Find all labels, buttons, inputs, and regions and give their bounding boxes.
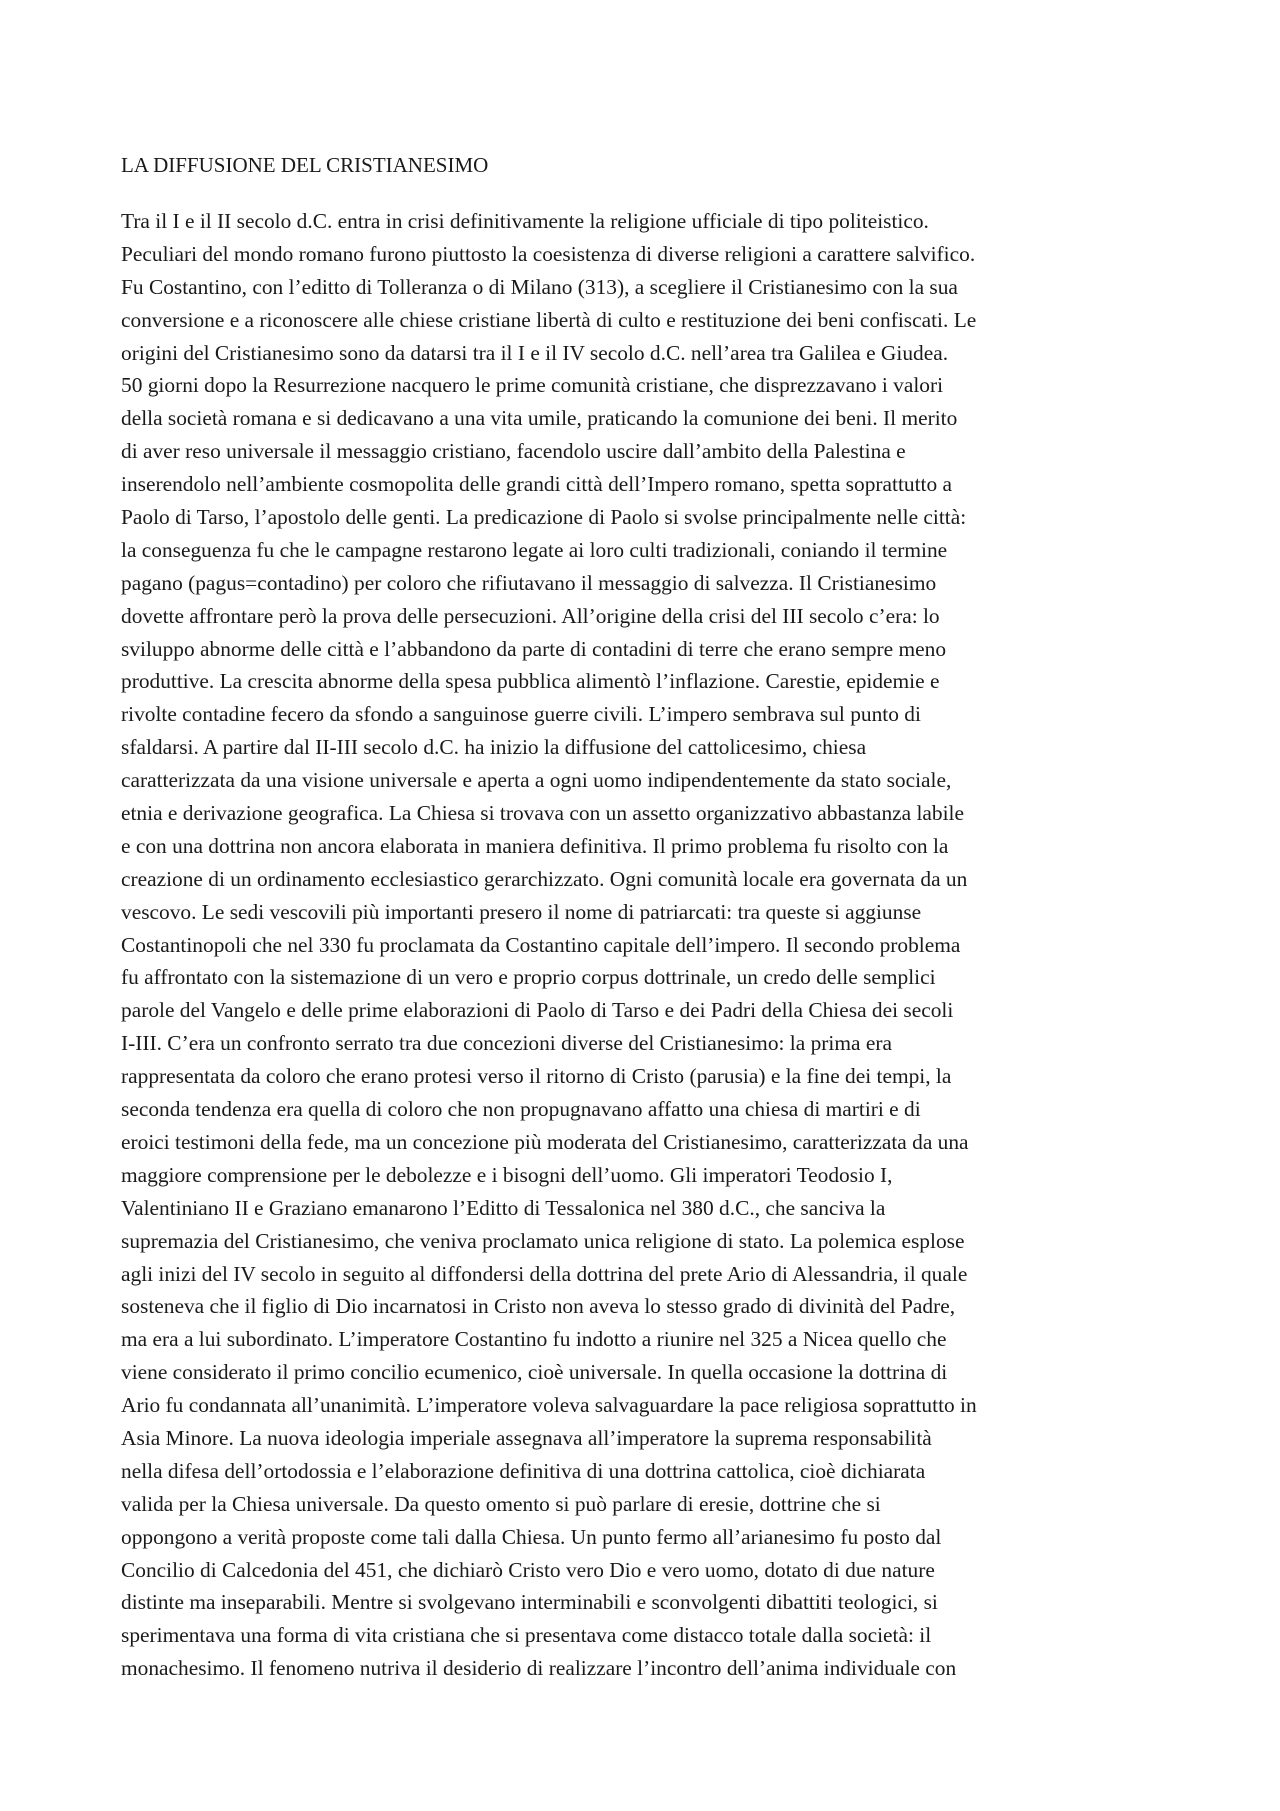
body-text-line: rivolte contadine fecero da sfondo a sanguinose guerre civili. L’impero sembrava sul punto di [121,702,921,727]
body-text-line: pagano (pagus=contadino) per coloro che rifiutavano il messaggio di salvezza. Il Cristianesimo [121,570,937,595]
body-text-line: supremazia del Cristianesimo, che veniva proclamato unica religione di stato. La polemica esplose [121,1228,965,1253]
body-text-line: di aver reso universale il messaggio cristiano, facendolo uscire dall’ambito della Palestina e [121,439,906,464]
body-text-line: Peculiari del mondo romano furono piuttosto la coesistenza di diverse religioni a carattere salvifico. [121,241,976,266]
body-text-line: nella difesa dell’ortodossia e l’elaborazione definitiva di una dottrina cattolica, cioè dichiarata [121,1458,926,1483]
body-text-line: la conseguenza fu che le campagne restarono legate ai loro culti tradizionali, coniando il termine [121,537,948,562]
body-text-line: eroici testimoni della fede, ma un concezione più moderata del Cristianesimo, caratterizzata da una [121,1129,969,1154]
body-text-line: creazione di un ordinamento ecclesiastico gerarchizzato. Ogni comunità locale era governata da un [121,866,968,891]
body-text-line: viene considerato il primo concilio ecumenico, cioè universale. In quella occasione la dottrina di [121,1360,948,1385]
body-text-line: seconda tendenza era quella di coloro che non propugnavano affatto una chiesa di martiri e di [121,1097,921,1122]
body-text-line: Fu Costantino, con l’editto di Tolleranza o di Milano (313), a scegliere il Cristianesimo con la sua [121,274,958,299]
body-text-line: distinte ma inseparabili. Mentre si svolgevano interminabili e sconvolgenti dibattiti teologici, si [121,1590,938,1615]
body-text-line: agli inizi del IV secolo in seguito al diffondersi della dottrina del prete Ario di Alessandria, il quale [121,1261,968,1286]
page-title: LA DIFFUSIONE DEL CRISTIANESIMO [121,153,489,177]
body-text-line: etnia e derivazione geografica. La Chiesa si trovava con un assetto organizzativo abbastanza labile [121,801,964,826]
body-text-line: Costantinopoli che nel 330 fu proclamata da Costantino capitale dell’impero. Il secondo problema [121,932,961,957]
body-text-line: sviluppo abnorme delle città e l’abbandono da parte di contadini di terre che erano sempre meno [121,636,947,661]
body-text-line: Paolo di Tarso, l’apostolo delle genti. La predicazione di Paolo si svolse principalmente nelle città: [121,505,967,530]
body-text-line: e con una dottrina non ancora elaborata in maniera definitiva. Il primo problema fu risolto con la [121,833,949,858]
body-text-line: ma era a lui subordinato. L’imperatore Costantino fu indotto a riunire nel 325 a Nicea quello che [121,1327,947,1352]
body-text-line: fu affrontato con la sistemazione di un vero e proprio corpus dottrinale, un credo delle semplici [121,965,936,990]
body-text-line: Ario fu condannata all’unanimità. L’imperatore voleva salvaguardare la pace religiosa soprattutto in [121,1393,977,1418]
body-text-line: vescovo. Le sedi vescovili più importanti presero il nome di patriarcati: tra queste si aggiunse [121,899,922,924]
body-text-line: della società romana e si dedicavano a una vita umile, praticando la comunione dei beni. Il merito [121,406,958,431]
body-text-line: inserendolo nell’ambiente cosmopolita delle grandi città dell’Impero romano, spetta soprattutto a [121,472,953,497]
body-text-line: origini del Cristianesimo sono da datarsi tra il I e il IV secolo d.C. nell’area tra Galilea e Giudea. [121,340,949,365]
body-text-line: caratterizzata da una visione universale e aperta a ogni uomo indipendentemente da stato sociale, [121,768,952,793]
body-text-line: Tra il I e il II secolo d.C. entra in crisi definitivamente la religione ufficiale di tipo politeistico. [121,209,929,233]
body-text-line: Valentiniano II e Graziano emanarono l’Editto di Tessalonica nel 380 d.C., che sanciva la [121,1195,886,1220]
body-text-line: dovette affrontare però la prova delle persecuzioni. All’origine della crisi del III secolo c’era: lo [121,603,940,628]
body-text-line: I-III. C’era un confronto serrato tra due concezioni diverse del Cristianesimo: la prima era [121,1031,892,1056]
body-text-line: valida per la Chiesa universale. Da questo omento si può parlare di eresie, dottrine che si [121,1491,881,1516]
body-text-line: maggiore comprensione per le debolezze e i bisogni dell’uomo. Gli imperatori Teodosio I, [121,1162,893,1187]
body-text-line: 50 giorni dopo la Resurrezione nacquero le prime comunità cristiane, che disprezzavano i valori [121,373,944,398]
body-text-line: Concilio di Calcedonia del 451, che dichiarò Cristo vero Dio e vero uomo, dotato di due nature [121,1557,935,1582]
body-text-line: sperimentava una forma di vita cristiana che si presentava come distacco totale dalla società: il [121,1623,932,1648]
body-text-line: oppongono a verità proposte come tali dalla Chiesa. Un punto fermo all’arianesimo fu posto dal [121,1524,942,1549]
body-text-line: Asia Minore. La nuova ideologia imperiale assegnava all’imperatore la suprema responsabilità [121,1425,932,1450]
body-text-line: conversione e a riconoscere alle chiese cristiane libertà di culto e restituzione dei beni confiscati. Le [121,307,977,332]
body-text-line: rappresentata da coloro che erano protesi verso il ritorno di Cristo (parusia) e la fine dei tempi, la [121,1064,952,1089]
body-text [121,205,1171,1685]
body-text-line: produttive. La crescita abnorme della spesa pubblica alimentò l’inflazione. Carestie, epidemie e [121,669,940,694]
body-text-line: monachesimo. Il fenomeno nutriva il desiderio di realizzare l’incontro dell’anima individuale con [121,1656,957,1681]
body-text-line: sfaldarsi. A partire dal II-III secolo d.C. ha inizio la diffusione del cattolicesimo, chiesa [121,735,867,760]
body-text-line: parole del Vangelo e delle prime elaborazioni di Paolo di Tarso e dei Padri della Chiesa dei secoli [121,998,954,1023]
body-text-line: sosteneva che il figlio di Dio incarnatosi in Cristo non aveva lo stesso grado di divinità del Padre, [121,1294,956,1319]
